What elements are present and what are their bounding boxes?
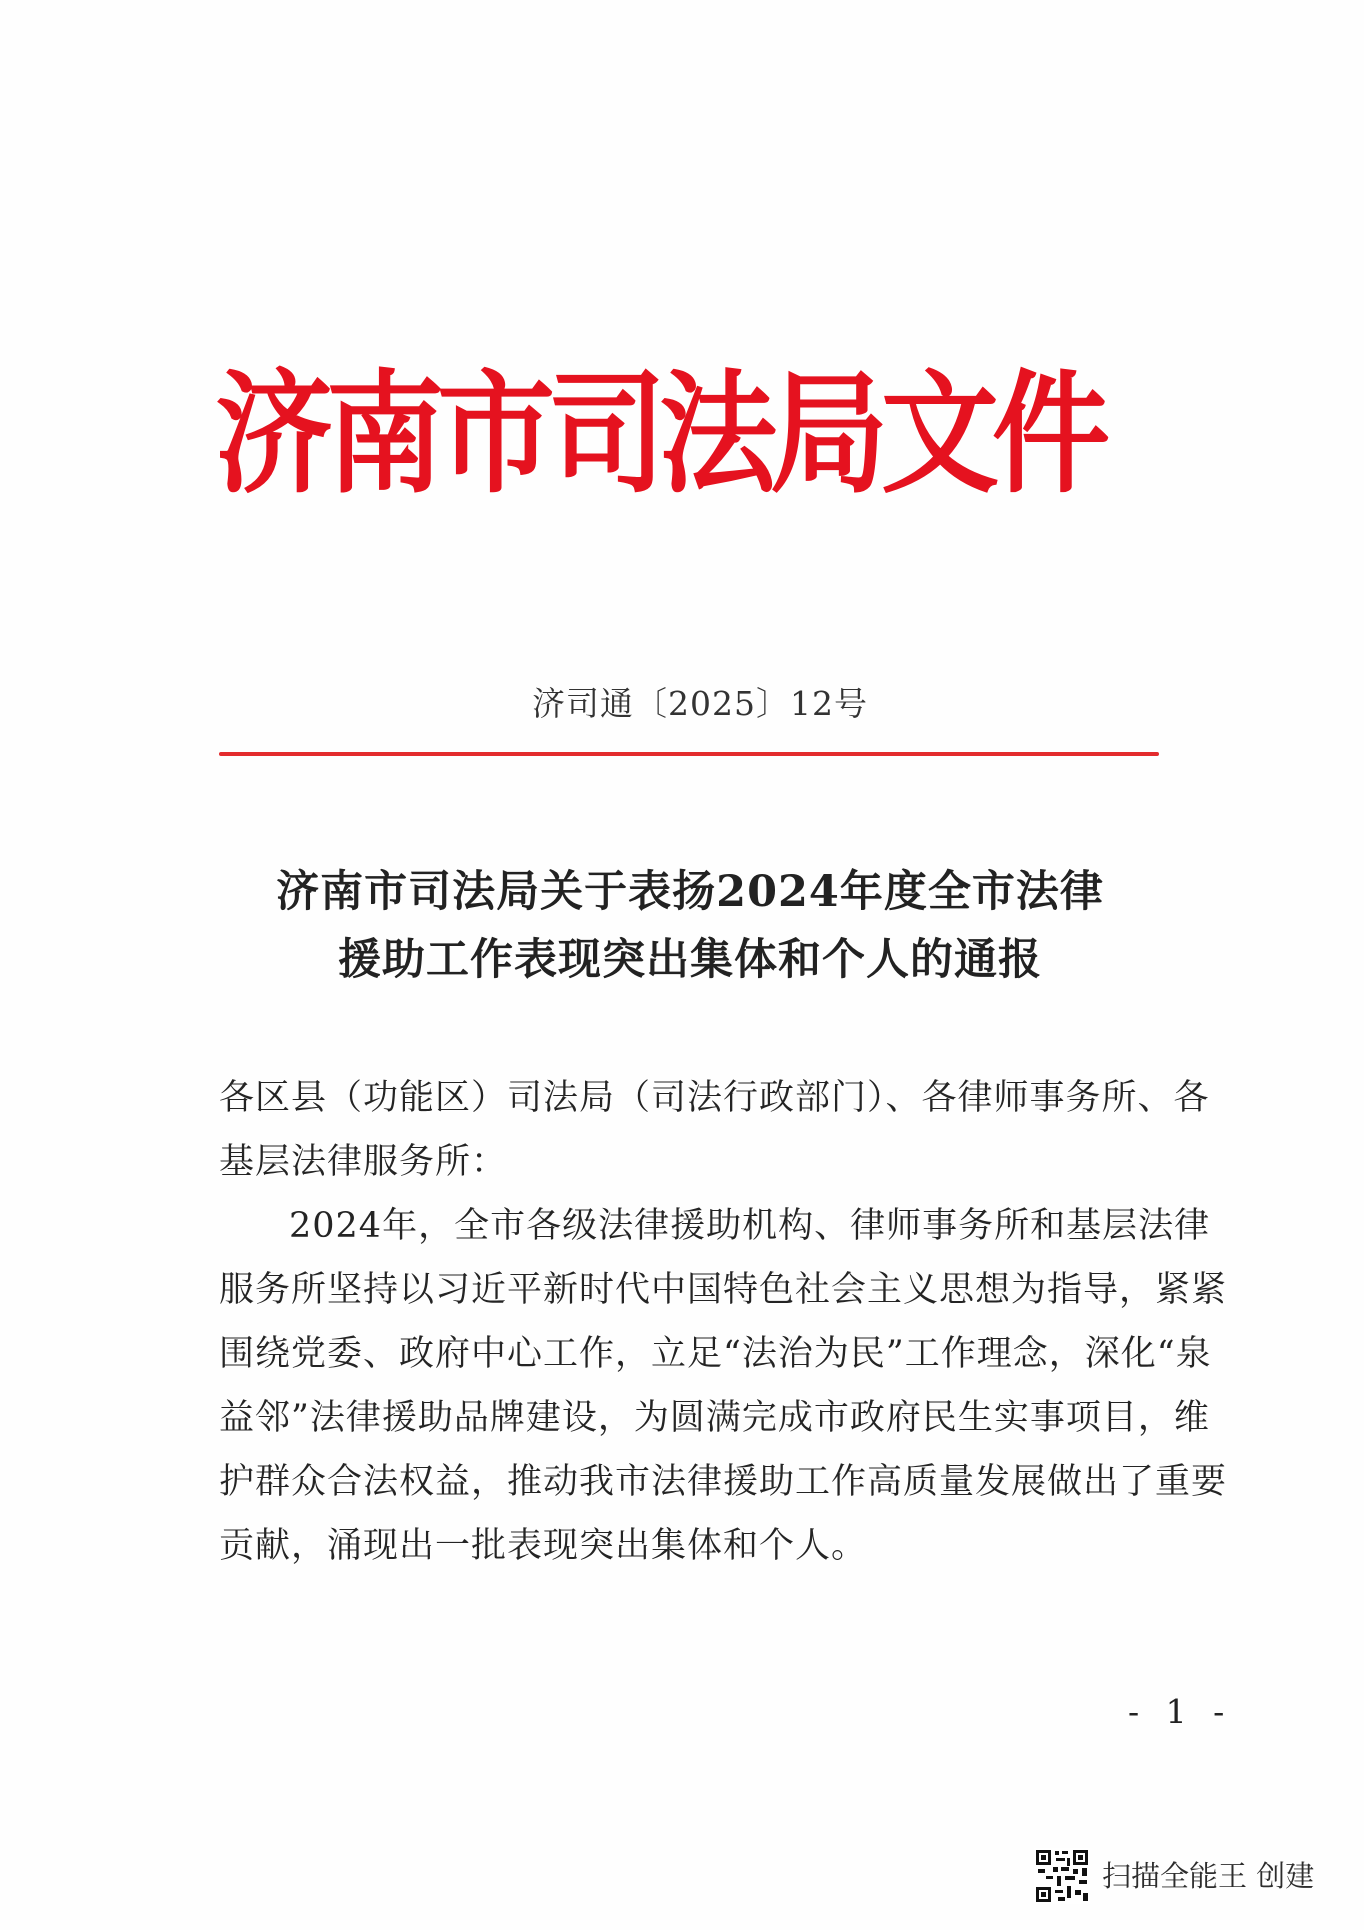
qr-code-icon — [1034, 1848, 1090, 1904]
body-line: 贡献，涌现出一批表现突出集体和个人。 — [219, 1526, 868, 1566]
body-line: 围绕党委、政府中心工作，立足“法治为民”工作理念，深化“泉 — [219, 1334, 1212, 1374]
document-header-title: 济南市司法局文件 — [215, 355, 1104, 512]
body-line: 服务所坚持以习近平新时代中国特色社会主义思想为指导，紧紧 — [219, 1270, 1228, 1310]
watermark-text: 扫描全能王 创建 — [1102, 1859, 1315, 1893]
body-line: 各区县（功能区）司法局（司法行政部门）、各律师事务所、各 — [219, 1078, 1210, 1118]
scanner-watermark — [1034, 1843, 1334, 1909]
notice-title-line: 援助工作表现突出集体和个人的通报 — [338, 935, 1042, 985]
red-divider — [219, 752, 1159, 756]
body-line: 护群众合法权益，推动我市法律援助工作高质量发展做出了重要 — [219, 1462, 1228, 1502]
notice-title-line: 济南市司法局关于表扬2024年度全市法律 — [276, 867, 1104, 917]
body-line: 益邻”法律援助品牌建设，为圆满完成市政府民生实事项目，维 — [219, 1398, 1210, 1438]
body-line: 基层法律服务所： — [219, 1142, 508, 1182]
body-line: 2024年，全市各级法律援助机构、律师事务所和基层法律 — [289, 1206, 1211, 1246]
page-number: - 1 - — [1128, 1692, 1233, 1731]
document-number: 济司通〔2025〕12号 — [532, 684, 868, 723]
notice-body — [219, 1066, 1228, 1578]
notice-title — [230, 858, 1150, 994]
